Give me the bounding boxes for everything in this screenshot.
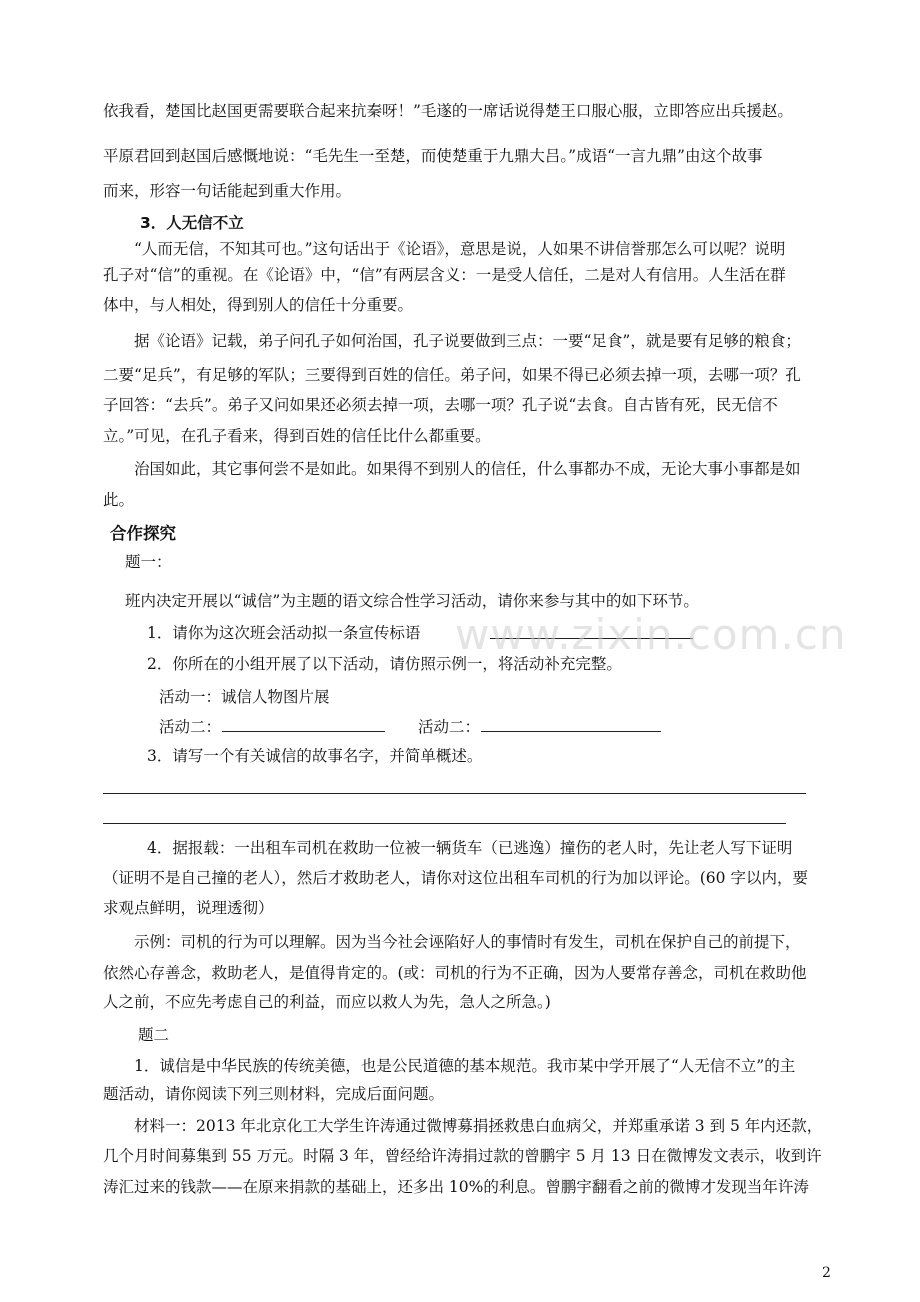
paragraph-line: 依我看，楚国比赵国更需要联合起来抗秦呀！”毛遂的一席话说得楚王口服心服，立即答应出兵援赵。 bbox=[103, 102, 793, 120]
paragraph-line: 治国如此，其它事何尝不是如此。如果得不到别人的信任，什么事都办不成，无论大事小事都是如 bbox=[134, 460, 801, 478]
subsection-heading: 3．人无信不立 bbox=[140, 214, 244, 232]
activity-label: 活动二： bbox=[418, 718, 481, 736]
story-answer-line[interactable] bbox=[103, 793, 806, 794]
section-title: 合作探究 bbox=[110, 524, 176, 543]
activity-answer-line[interactable] bbox=[222, 731, 385, 732]
paragraph-line: 而来，形容一句话能起到重大作用。 bbox=[103, 182, 352, 200]
material-text: 材料一：2013 年北京化工大学生许涛通过微博募捐拯救患白血病父，并郑重承诺 3 到 5 年内还款， bbox=[134, 1117, 823, 1135]
question-item: 求观点鲜明，说理透彻） bbox=[103, 899, 274, 917]
paragraph-line: 平原君回到赵国后感慨地说：“毛先生一至楚，而使楚重于九鼎大吕。”成语“一言九鼎”由这个故事 bbox=[103, 147, 763, 165]
question-item: 题活动，请你阅读下列三则材料，完成后面问题。 bbox=[103, 1085, 445, 1103]
example-text: 人之前，不应先考虑自己的利益，而应以救人为先，急人之所急。) bbox=[103, 993, 551, 1011]
question-item-text: 1．请你为这次班会活动拟一条宣传标语 bbox=[147, 624, 421, 642]
question-item: （证明不是自己撞的老人），然后才救助老人，请你对这位出租车司机的行为加以评论。(60 字以内，要 bbox=[103, 869, 808, 887]
activity-example: 活动一：诚信人物图片展 bbox=[159, 688, 330, 706]
page-number: 2 bbox=[822, 1265, 831, 1281]
paragraph-line: 二要“足兵”，有足够的军队；三要得到百姓的信任。弟子问，如果不得已必须去掉一项，去哪一项？孔 bbox=[103, 366, 801, 384]
question-item: 4．据报载：一出租车司机在救助一位被一辆货车（已逃逸）撞伤的老人时，先让老人写下证明 bbox=[147, 839, 793, 857]
paragraph-line: 体中，与人相处，得到别人的信任十分重要。 bbox=[103, 296, 414, 314]
example-text: 示例：司机的行为可以理解。因为当今社会诬陷好人的事情时有发生，司机在保护自己的前提下， bbox=[134, 933, 801, 951]
activity-answer-line[interactable] bbox=[481, 731, 661, 732]
paragraph-line: 立。”可见，在孔子看来，得到百姓的信任比什么都重要。 bbox=[103, 427, 491, 445]
question-label: 题一： bbox=[125, 553, 172, 571]
paragraph-line: 据《论语》记载，弟子问孔子如何治国，孔子说要做到三点：一要“足食”，就是要有足够的粮食； bbox=[134, 332, 801, 350]
material-text: 几个月时间募集到 55 万元。时隔 3 年，曾经给许涛捐过款的曾鹏宇 5 月 13 日在微博发文表示，收到许 bbox=[103, 1147, 822, 1165]
question-item: 1．诚信是中华民族的传统美德，也是公民道德的基本规范。我市某中学开展了“人无信不立”的主 bbox=[134, 1057, 796, 1075]
question-item: 2．你所在的小组开展了以下活动，请仿照示例一，将活动补充完整。 bbox=[147, 655, 622, 673]
material-text: 涛汇过来的钱款——在原来捐款的基础上，还多出 10%的利息。曾鹏宇翻看之前的微博才发现当年许涛 bbox=[103, 1178, 809, 1196]
paragraph-line: 子回答：“去兵”。弟子又问如果还必须去掉一项，去哪一项？孔子说“去食。自古皆有死，民无信不 bbox=[103, 396, 778, 414]
paragraph-line: 孔子对“信”的重视。在《论语》中，“信”有两层含义：一是受人信任，二是对人有信用。人生活在群 bbox=[103, 266, 786, 284]
paragraph-line: “人而无信，不知其可也。”这句话出于《论语》，意思是说，人如果不讲信誉那怎么可以呢？说明 bbox=[134, 240, 786, 258]
watermark: www.zixin.com.cn bbox=[455, 610, 847, 659]
question-intro: 班内决定开展以“诚信”为主题的语文综合性学习活动，请你来参与其中的如下环节。 bbox=[125, 592, 699, 610]
question-label: 题二 bbox=[138, 1026, 170, 1044]
activity-label: 活动二： bbox=[159, 718, 222, 736]
story-answer-line[interactable] bbox=[103, 823, 786, 824]
paragraph-line: 此。 bbox=[103, 491, 135, 509]
question-item: 3．请写一个有关诚信的故事名字，并简单概述。 bbox=[147, 747, 483, 765]
example-text: 依然心存善念，救助老人，是值得肯定的。(或：司机的行为不正确，因为人要常存善念，司机在救助他 bbox=[103, 964, 807, 982]
